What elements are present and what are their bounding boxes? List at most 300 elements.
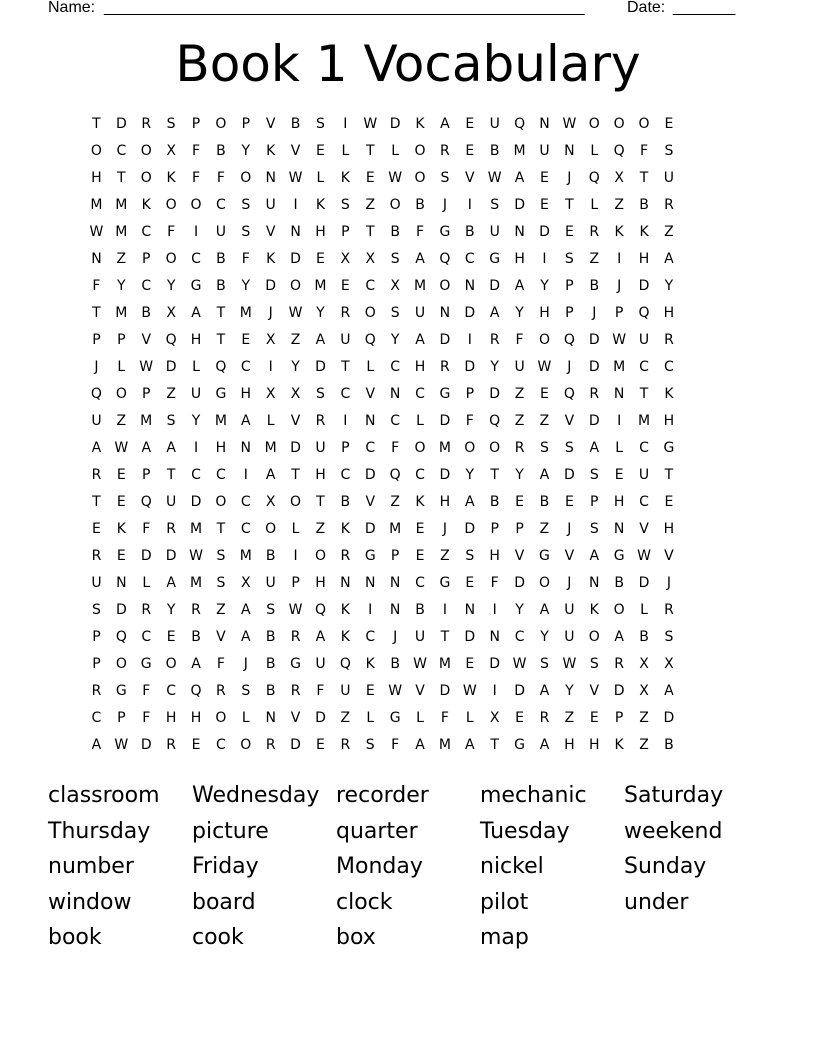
grid-letter: A [539, 683, 550, 699]
grid-letter: Z [315, 521, 326, 537]
word-list-item: nickel [480, 854, 544, 879]
grid-letter: W [189, 548, 203, 564]
grid-letter: W [537, 359, 552, 375]
grid-letter: N [365, 575, 376, 591]
grid-letter: X [265, 494, 276, 510]
grid-letter: W [512, 656, 527, 672]
grid-letter: V [589, 683, 600, 699]
grid-letter: K [664, 386, 674, 402]
grid-letter: H [638, 251, 650, 267]
grid-letter: K [340, 602, 350, 618]
word-list-item: number [48, 854, 134, 879]
grid-letter: S [266, 602, 276, 618]
grid-letter: D [389, 116, 401, 132]
grid-letter: U [265, 197, 276, 213]
grid-letter: O [489, 440, 501, 456]
grid-letter: W [562, 116, 577, 132]
word-list-item: pilot [480, 889, 529, 915]
grid-letter: C [240, 359, 251, 375]
grid-letter: C [216, 737, 226, 753]
grid-letter: O [165, 656, 177, 672]
word-list-item: map [480, 925, 529, 950]
grid-letter: U [564, 602, 575, 618]
grid-letter: N [365, 413, 376, 429]
grid-letter: L [465, 710, 474, 726]
grid-letter: O [240, 737, 252, 753]
grid-letter: O [439, 278, 451, 294]
grid-letter: X [340, 251, 351, 267]
grid-letter: V [564, 548, 575, 564]
word-list-item: Saturday [624, 783, 724, 808]
grid-letter: V [290, 413, 301, 429]
grid-letter: O [290, 278, 302, 294]
grid-letter: N [464, 602, 476, 618]
grid-letter: J [567, 521, 572, 537]
grid-letter: H [165, 710, 177, 726]
grid-letter: J [243, 656, 248, 672]
grid-letter: H [613, 494, 625, 510]
grid-row [84, 249, 732, 276]
grid-letter: O [613, 602, 625, 618]
grid-letter: E [365, 683, 375, 699]
grid-letter: F [142, 521, 151, 537]
grid-letter: I [467, 197, 472, 213]
grid-letter: Z [539, 413, 550, 429]
grid-letter: N [116, 575, 127, 591]
grid-letter: G [389, 710, 401, 726]
grid-letter: Y [191, 413, 201, 429]
grid-letter: Z [440, 548, 450, 564]
grid-letter: X [639, 683, 649, 699]
grid-letter: S [241, 197, 251, 213]
grid-letter: U [414, 629, 426, 645]
grid-letter: Z [639, 710, 649, 726]
grid-letter: R [315, 413, 326, 429]
grid-letter: S [365, 737, 375, 753]
grid-letter: O [364, 305, 376, 321]
grid-letter: S [589, 656, 599, 672]
grid-letter: Z [390, 494, 400, 510]
grid-letter: P [515, 521, 524, 537]
grid-letter: S [166, 116, 176, 132]
grid-letter: Z [514, 386, 525, 402]
grid-letter: I [492, 683, 497, 699]
grid-letter: K [315, 197, 326, 213]
grid-letter: E [564, 494, 574, 510]
grid-letter: C [639, 359, 649, 375]
grid-letter: H [439, 494, 451, 510]
grid-letter: Y [117, 278, 126, 294]
grid-letter: R [340, 305, 351, 321]
grid-letter: P [92, 629, 101, 645]
grid-letter: U [539, 143, 550, 159]
grid-letter: T [216, 305, 226, 321]
word-list-item: Friday [192, 854, 259, 879]
grid-letter: S [216, 548, 226, 564]
grid-letter: A [241, 602, 251, 618]
grid-letter: S [490, 197, 500, 213]
grid-letter: S [241, 683, 251, 699]
word-list-item: window [48, 889, 132, 915]
grid-letter: Z [664, 224, 674, 240]
grid-letter: B [265, 683, 276, 699]
grid-letter: P [142, 386, 151, 402]
grid-letter: S [589, 521, 599, 537]
grid-letter: S [241, 224, 251, 240]
grid-letter: N [514, 224, 525, 240]
grid-letter: G [439, 224, 451, 240]
grid-letter: B [539, 494, 550, 510]
grid-letter: E [340, 278, 350, 294]
grid-letter: Q [140, 494, 152, 510]
grid-letter: K [639, 224, 649, 240]
grid-letter: W [388, 170, 403, 186]
grid-letter: N [265, 710, 276, 726]
grid-letter: C [664, 359, 674, 375]
grid-letter: B [390, 224, 400, 240]
grid-letter: O [538, 332, 550, 348]
grid-letter: J [567, 170, 572, 186]
grid-letter: T [365, 224, 375, 240]
grid-letter: Q [165, 332, 177, 348]
grid-letter: A [241, 629, 251, 645]
grid-letter: J [442, 197, 447, 213]
grid-letter: E [365, 170, 375, 186]
grid-letter: V [365, 494, 376, 510]
grid-row [84, 573, 732, 600]
grid-letter: B [216, 143, 226, 159]
grid-letter: D [315, 710, 326, 726]
grid-letter: K [141, 197, 151, 213]
grid-letter: T [92, 116, 101, 132]
word-list-item: mechanic [480, 783, 587, 808]
grid-row [84, 168, 732, 195]
grid-letter: Y [166, 602, 176, 618]
grid-letter: R [91, 467, 102, 483]
grid-letter: Q [588, 170, 600, 186]
grid-letter: C [141, 224, 152, 240]
grid-letter: V [216, 629, 226, 645]
grid-letter: U [564, 629, 575, 645]
grid-letter: S [440, 170, 450, 186]
grid-letter: R [539, 710, 550, 726]
grid-letter: E [564, 224, 574, 240]
grid-letter: K [340, 521, 350, 537]
grid-row [84, 492, 732, 519]
grid-letter: D [265, 278, 277, 294]
grid-letter: D [489, 656, 501, 672]
grid-letter: Q [514, 116, 526, 132]
grid-letter: C [464, 251, 475, 267]
grid-letter: L [266, 413, 275, 429]
grid-letter: A [315, 332, 326, 348]
grid-letter: C [415, 575, 425, 591]
grid-letter: B [589, 278, 600, 294]
grid-letter: D [290, 440, 301, 456]
grid-letter: P [465, 386, 475, 402]
grid-letter: P [241, 116, 251, 132]
grid-letter: U [91, 413, 102, 429]
grid-letter: U [315, 656, 326, 672]
grid-letter: N [489, 629, 500, 645]
grid-letter: E [92, 521, 101, 537]
grid-letter: O [389, 197, 401, 213]
grid-letter: Z [639, 737, 649, 753]
grid-letter: R [141, 602, 152, 618]
grid-letter: E [515, 494, 525, 510]
grid-letter: V [415, 683, 425, 699]
grid-letter: C [340, 467, 351, 483]
grid-letter: S [664, 629, 674, 645]
grid-letter: P [117, 332, 126, 348]
grid-letter: Y [291, 359, 300, 375]
grid-letter: K [415, 116, 425, 132]
grid-letter: A [265, 467, 276, 483]
grid-letter: E [241, 332, 251, 348]
grid-letter: K [614, 737, 624, 753]
grid-letter: Z [290, 332, 301, 348]
word-list-item: Wednesday [192, 783, 320, 808]
grid-letter: Y [316, 305, 325, 321]
grid-letter: W [288, 170, 303, 186]
grid-letter: C [116, 143, 127, 159]
grid-letter: D [489, 386, 501, 402]
grid-letter: N [464, 278, 476, 294]
word-list-item: clock [336, 889, 393, 915]
word-list-item: quarter [336, 818, 418, 844]
grid-letter: O [140, 170, 152, 186]
grid-letter: Y [390, 332, 400, 348]
grid-row [84, 600, 732, 627]
grid-letter: R [664, 602, 674, 618]
word-list-item: picture [192, 818, 269, 844]
date-label: Date: [627, 0, 666, 16]
grid-letter: O [414, 170, 426, 186]
grid-letter: R [440, 143, 450, 159]
word-list-item: Sunday [624, 854, 707, 879]
grid-letter: N [613, 521, 625, 537]
word-list [48, 780, 768, 958]
grid-letter: N [340, 575, 351, 591]
grid-row [84, 195, 732, 222]
grid-letter: I [343, 413, 348, 429]
grid-letter: A [539, 467, 550, 483]
grid-letter: L [291, 521, 300, 537]
grid-letter: D [439, 332, 451, 348]
grid-letter: H [240, 386, 252, 402]
grid-letter: T [365, 143, 375, 159]
grid-letter: R [141, 116, 152, 132]
grid-letter: E [415, 521, 425, 537]
grid-letter: Z [340, 710, 351, 726]
grid-letter: H [564, 737, 575, 753]
grid-letter: S [664, 143, 674, 159]
grid-letter: U [265, 575, 276, 591]
grid-letter: L [341, 143, 350, 159]
grid-letter: M [140, 413, 153, 429]
grid-letter: T [639, 170, 649, 186]
grid-letter: U [414, 305, 426, 321]
word-list-item: Thursday [48, 818, 151, 844]
grid-letter: W [114, 737, 129, 753]
grid-letter: L [316, 170, 325, 186]
grid-letter: U [165, 494, 177, 510]
grid-letter: D [165, 548, 177, 564]
grid-letter: Y [166, 278, 176, 294]
grid-letter: B [265, 548, 276, 564]
grid-letter: W [562, 656, 577, 672]
grid-letter: O [165, 251, 177, 267]
grid-letter: A [514, 170, 525, 186]
grid-letter: Y [565, 683, 574, 699]
grid-letter: A [465, 494, 475, 510]
grid-letter: P [142, 251, 151, 267]
grid-letter: Z [614, 197, 624, 213]
grid-letter: D [439, 683, 451, 699]
grid-letter: U [638, 467, 650, 483]
grid-letter: A [315, 629, 326, 645]
date-blank-line: _______ [673, 0, 736, 16]
grid-letter: P [390, 548, 400, 564]
grid-letter: M [90, 197, 103, 213]
word-list-item: Tuesday [480, 818, 570, 844]
grid-letter: T [490, 737, 499, 753]
grid-letter: M [115, 197, 128, 213]
grid-letter: C [240, 521, 251, 537]
grid-letter: S [564, 251, 574, 267]
grid-letter: Q [563, 332, 575, 348]
grid-letter: X [290, 386, 301, 402]
grid-letter: V [365, 386, 376, 402]
grid-letter: U [514, 359, 525, 375]
grid-row [84, 303, 732, 330]
grid-letter: K [266, 143, 276, 159]
grid-letter: H [315, 224, 326, 240]
grid-letter: Q [90, 386, 102, 402]
grid-letter: N [589, 575, 600, 591]
word-list-item: classroom [48, 783, 160, 808]
grid-letter: X [265, 386, 276, 402]
word-list-item: recorder [336, 783, 429, 808]
grid-letter: A [589, 440, 600, 456]
name-blank-line: ______________________________________________________ [104, 0, 585, 16]
grid-letter: H [663, 413, 675, 429]
grid-letter: J [617, 278, 622, 294]
grid-letter: B [265, 656, 276, 672]
grid-letter: N [564, 143, 575, 159]
grid-letter: O [215, 494, 227, 510]
grid-letter: H [190, 710, 202, 726]
grid-letter: D [464, 359, 476, 375]
grid-letter: K [116, 521, 126, 537]
grid-letter: F [167, 224, 176, 240]
grid-letter: E [116, 494, 126, 510]
grid-letter: J [94, 359, 99, 375]
grid-row [84, 114, 732, 141]
grid-letter: B [141, 305, 152, 321]
name-label: Name: [48, 0, 96, 16]
grid-letter: B [614, 575, 624, 591]
grid-letter: V [639, 521, 649, 537]
grid-letter: W [413, 656, 427, 672]
grid-letter: B [290, 116, 301, 132]
grid-letter: N [265, 170, 276, 186]
grid-letter: V [290, 710, 301, 726]
grid-letter: Q [215, 359, 227, 375]
grid-letter: O [613, 116, 625, 132]
grid-letter: E [465, 143, 475, 159]
grid-letter: C [390, 359, 401, 375]
grid-letter: Q [339, 656, 351, 672]
grid-letter: O [464, 440, 476, 456]
grid-row [84, 141, 732, 168]
grid-letter: T [216, 521, 226, 537]
grid-letter: M [513, 143, 526, 159]
grid-letter: J [567, 359, 572, 375]
grid-letter: M [239, 548, 252, 564]
grid-letter: S [390, 305, 400, 321]
grid-letter: F [415, 224, 425, 240]
grid-row [84, 681, 732, 708]
grid-letter: R [589, 386, 600, 402]
grid-letter: A [415, 737, 425, 753]
grid-letter: A [664, 251, 674, 267]
grid-letter: W [114, 440, 129, 456]
grid-letter: A [465, 737, 475, 753]
grid-letter: R [166, 521, 176, 537]
grid-letter: H [514, 251, 525, 267]
grid-letter: R [489, 332, 500, 348]
grid-row [84, 546, 732, 573]
grid-letter: U [489, 116, 500, 132]
grid-letter: U [340, 683, 351, 699]
grid-letter: Q [389, 467, 401, 483]
grid-letter: M [189, 521, 203, 537]
grid-letter: C [340, 386, 351, 402]
grid-letter: Q [489, 413, 501, 429]
grid-letter: F [316, 683, 325, 699]
grid-letter: A [166, 575, 176, 591]
grid-letter: R [91, 548, 102, 564]
grid-letter: B [465, 224, 475, 240]
grid-letter: R [166, 737, 176, 753]
grid-letter: K [415, 494, 425, 510]
grid-letter: T [92, 494, 101, 510]
grid-letter: X [664, 656, 674, 672]
grid-letter: Q [115, 629, 127, 645]
grid-letter: O [588, 629, 600, 645]
grid-letter: J [442, 521, 447, 537]
grid-letter: R [664, 197, 674, 213]
grid-letter: D [638, 278, 650, 294]
grid-letter: C [216, 197, 226, 213]
word-list-item: box [336, 925, 376, 950]
grid-letter: Z [514, 413, 525, 429]
grid-letter: A [589, 548, 600, 564]
grid-letter: D [588, 332, 600, 348]
grid-letter: F [142, 683, 151, 699]
grid-letter: Y [515, 305, 524, 321]
grid-letter: O [140, 143, 152, 159]
grid-letter: N [240, 440, 252, 456]
grid-letter: G [663, 440, 675, 456]
grid-letter: A [415, 332, 425, 348]
grid-letter: N [613, 386, 625, 402]
grid-letter: F [191, 143, 201, 159]
grid-letter: U [91, 575, 102, 591]
grid-letter: D [364, 521, 376, 537]
grid-letter: R [340, 737, 351, 753]
